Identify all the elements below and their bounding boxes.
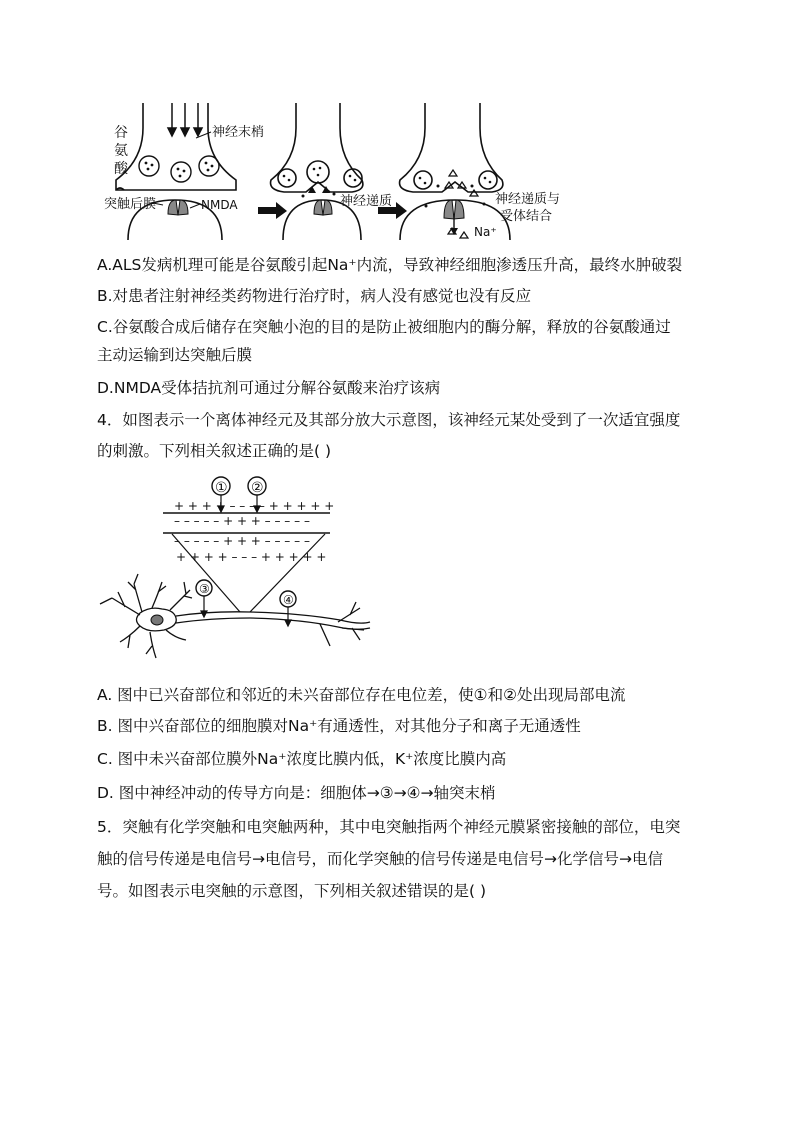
label-sodium-ion: Na⁺ xyxy=(474,225,497,239)
q5-stem-line1: 5．突触有化学突触和电突触两种，其中电突触指两个神经元膜紧密接触的部位，电突 xyxy=(97,818,681,836)
q3-option-c-line2: 主动运输到达突触后膜 xyxy=(97,346,253,364)
membrane-row-3: – – – – – + + + – – – – – xyxy=(174,534,310,548)
label-neurotransmitter: 神经递质 xyxy=(340,194,393,209)
label-glu-2: 氨 xyxy=(114,143,128,159)
q4-option-c: C. 图中未兴奋部位膜外Na⁺浓度比膜内低，K⁺浓度比膜内高 xyxy=(97,750,507,768)
q3-option-c-line1: C.谷氨酸合成后储存在突触小泡的目的是防止被细胞内的酶分解，释放的谷氨酸通过 xyxy=(97,318,671,336)
membrane-row-1: + + + + – – – – + + + + + xyxy=(174,499,335,513)
label-binding-2: 受体结合 xyxy=(500,209,553,224)
q3-option-d: D.NMDA受体拮抗剂可通过分解谷氨酸来治疗该病 xyxy=(97,379,441,397)
marker-1: ① xyxy=(215,480,228,496)
q5-stem-line2: 触的信号传递是电信号→电信号，而化学突触的信号传递是电信号→化学信号→电信 xyxy=(97,850,663,868)
q3-option-a: A.ALS发病机理可能是谷氨酸引起Na⁺内流，导致神经细胞渗透压升高，最终水肿破裂 xyxy=(97,256,683,274)
marker-2: ② xyxy=(251,480,264,496)
q5-stem-line3: 号。如图表示电突触的示意图，下列相关叙述错误的是( ) xyxy=(97,882,487,900)
membrane-row-2: – – – – – + + + – – – – – xyxy=(174,514,310,528)
membrane-row-4: + + + + – – – + + + + + xyxy=(176,550,327,564)
marker-4: ④ xyxy=(283,593,294,607)
q3-option-b: B.对患者注射神经类药物进行治疗时，病人没有感觉也没有反应 xyxy=(97,287,532,305)
label-nmda: NMDA xyxy=(201,198,238,212)
q4-stem-line1: 4．如图表示一个离体神经元及其部分放大示意图，该神经元某处受到了一次适宜强度 xyxy=(97,411,681,429)
arrow-right-icon xyxy=(258,202,287,219)
q4-option-a: A. 图中已兴奋部位和邻近的未兴奋部位存在电位差，使①和②处出现局部电流 xyxy=(97,686,626,704)
q4-option-d: D. 图中神经冲动的传导方向是：细胞体→③→④→轴突末梢 xyxy=(97,784,496,802)
q4-stem-line2: 的刺激。下列相关叙述正确的是( ) xyxy=(97,442,332,460)
neuron-figure xyxy=(0,470,794,680)
label-postsynaptic-membrane: 突触后膜 xyxy=(104,197,157,212)
label-glu-1: 谷 xyxy=(114,125,128,141)
label-binding-1: 神经递质与 xyxy=(495,192,561,207)
label-glu-3: 酸 xyxy=(114,161,128,177)
label-nerve-terminal: 神经末梢 xyxy=(212,125,265,140)
marker-3: ③ xyxy=(199,582,210,596)
q4-option-b: B. 图中兴奋部位的细胞膜对Na⁺有通透性，对其他分子和离子无通透性 xyxy=(97,717,581,735)
synapse-figure xyxy=(0,0,794,250)
